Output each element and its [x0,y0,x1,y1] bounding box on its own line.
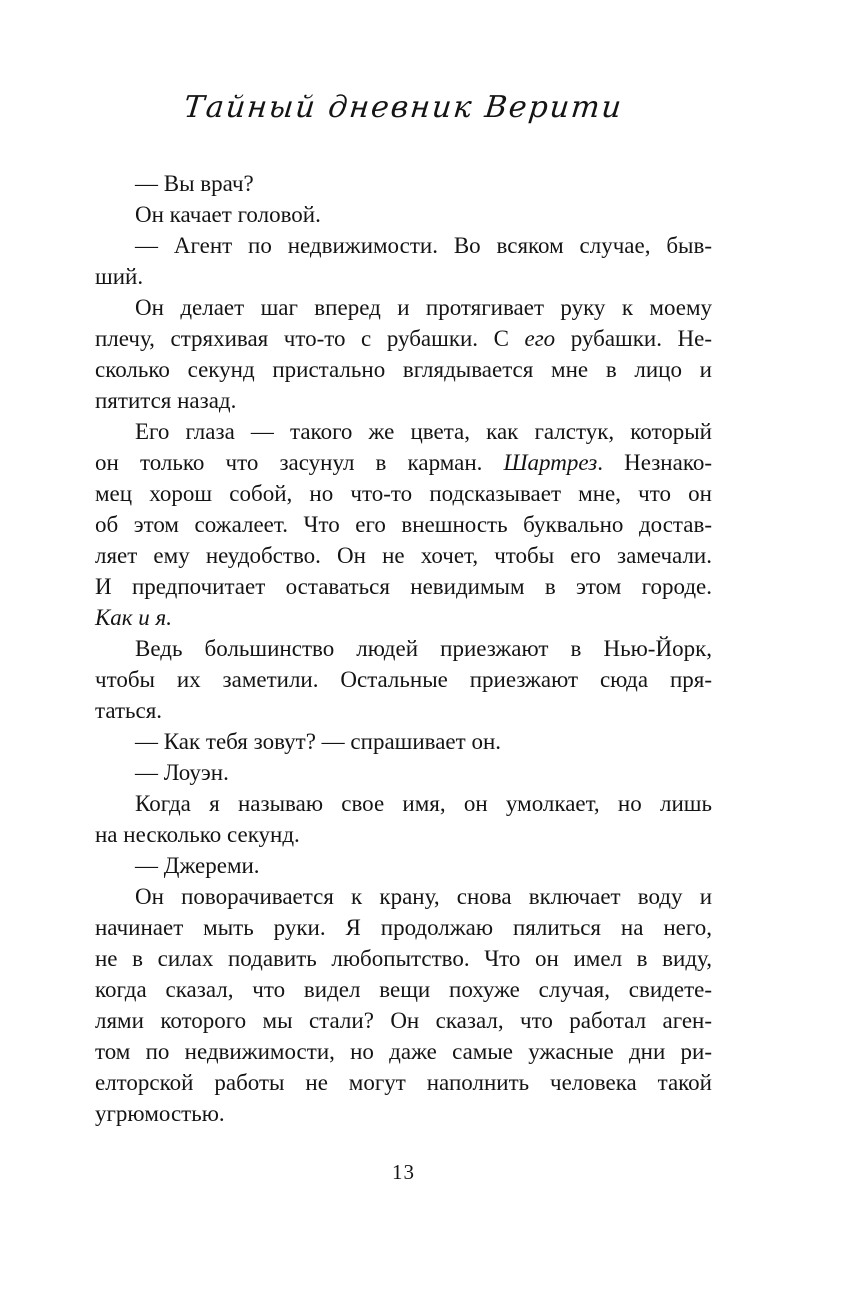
text-segment: он только что засунул в карман. [95,450,504,475]
text-line [95,1067,712,1098]
text-line [95,850,712,881]
text-line [95,571,712,602]
text-line [95,385,712,416]
text-line [95,354,712,385]
text-segment: — Агент по недвижимости. Во всяком случае, быв- [135,233,712,258]
text-line [95,633,712,664]
text-line [95,664,712,695]
text-line [95,788,712,819]
text-line [95,509,712,540]
text-segment: начинает мыть руки. Я продолжаю пялиться на него, [95,915,712,940]
text-segment: Когда я называю свое имя, он умолкает, но лишь [135,791,712,816]
text-line [95,602,712,633]
text-segment: не в силах подавить любопытство. Что он имел в виду, [95,946,712,971]
text-line [95,943,712,974]
text-segment: сколько секунд пристально вглядывается мне в лицо и [95,357,712,382]
text-line [95,540,712,571]
page-number: 13 [392,1160,415,1184]
text-segment: таться. [95,698,163,723]
text-line [95,261,712,292]
text-segment: когда сказал, что видел вещи похуже случая, свидете- [95,977,712,1002]
text-segment: угрюмостью. [95,1101,225,1126]
text-segment: ляет ему неудобство. Он не хочет, чтобы его замечали. [95,543,712,568]
text-segment: Его глаза — такого же цвета, как галстук, который [135,419,712,444]
text-segment: плечу, стряхивая что-то с рубашки. С [95,326,525,351]
text-line [95,292,712,323]
text-line [95,757,712,788]
text-segment: — Джереми. [135,853,260,878]
text-segment: об этом сожалеет. Что его внешность буквально достав- [95,512,712,537]
text-segment: — Лоуэн. [135,760,229,785]
text-segment: Он качает головой. [135,202,321,227]
text-segment: И предпочитает оставаться невидимым в этом городе. [95,574,712,599]
text-line [95,695,712,726]
text-segment: Ведь большинство людей приезжают в Нью-Йорк, [135,636,712,661]
italic-text-segment: его [524,326,556,351]
running-head: Тайный дневник Верити [182,90,625,125]
text-line [95,1005,712,1036]
text-line [95,230,712,261]
text-line [95,726,712,757]
text-segment: Он поворачивается к крану, снова включает воду и [135,884,712,909]
text-line [95,168,712,199]
text-segment: том по недвижимости, но даже самые ужасные дни ри- [95,1039,712,1064]
text-segment: . Незнако- [597,450,712,475]
text-segment: мец хорош собой, но что-то подсказывает мне, что он [95,481,712,506]
text-segment: на несколько секунд. [95,822,300,847]
italic-text-segment: Шартрез [503,450,598,475]
text-segment: лями которого мы стали? Он сказал, что работал аген- [95,1008,712,1033]
text-segment: рубашки. Не- [555,326,712,351]
text-line [95,416,712,447]
text-line [95,1036,712,1067]
text-line [95,912,712,943]
italic-text-segment: Как и я. [95,605,172,630]
text-line [95,1098,712,1129]
text-line [95,323,712,354]
text-segment: елторской работы не могут наполнить человека такой [95,1070,712,1095]
text-segment: — Как тебя зовут? — спрашивает он. [135,729,502,754]
text-line [95,199,712,230]
text-segment: чтобы их заметили. Остальные приезжают сюда пря- [95,667,712,692]
text-line [95,974,712,1005]
text-line [95,881,712,912]
text-line [95,819,712,850]
text-segment: пятится назад. [95,388,237,413]
text-segment: ший. [95,264,144,289]
body-text [95,168,712,1129]
text-line [95,478,712,509]
text-segment: Он делает шаг вперед и протягивает руку к моему [135,295,712,320]
text-segment: — Вы врач? [135,171,254,196]
text-line [95,447,712,478]
